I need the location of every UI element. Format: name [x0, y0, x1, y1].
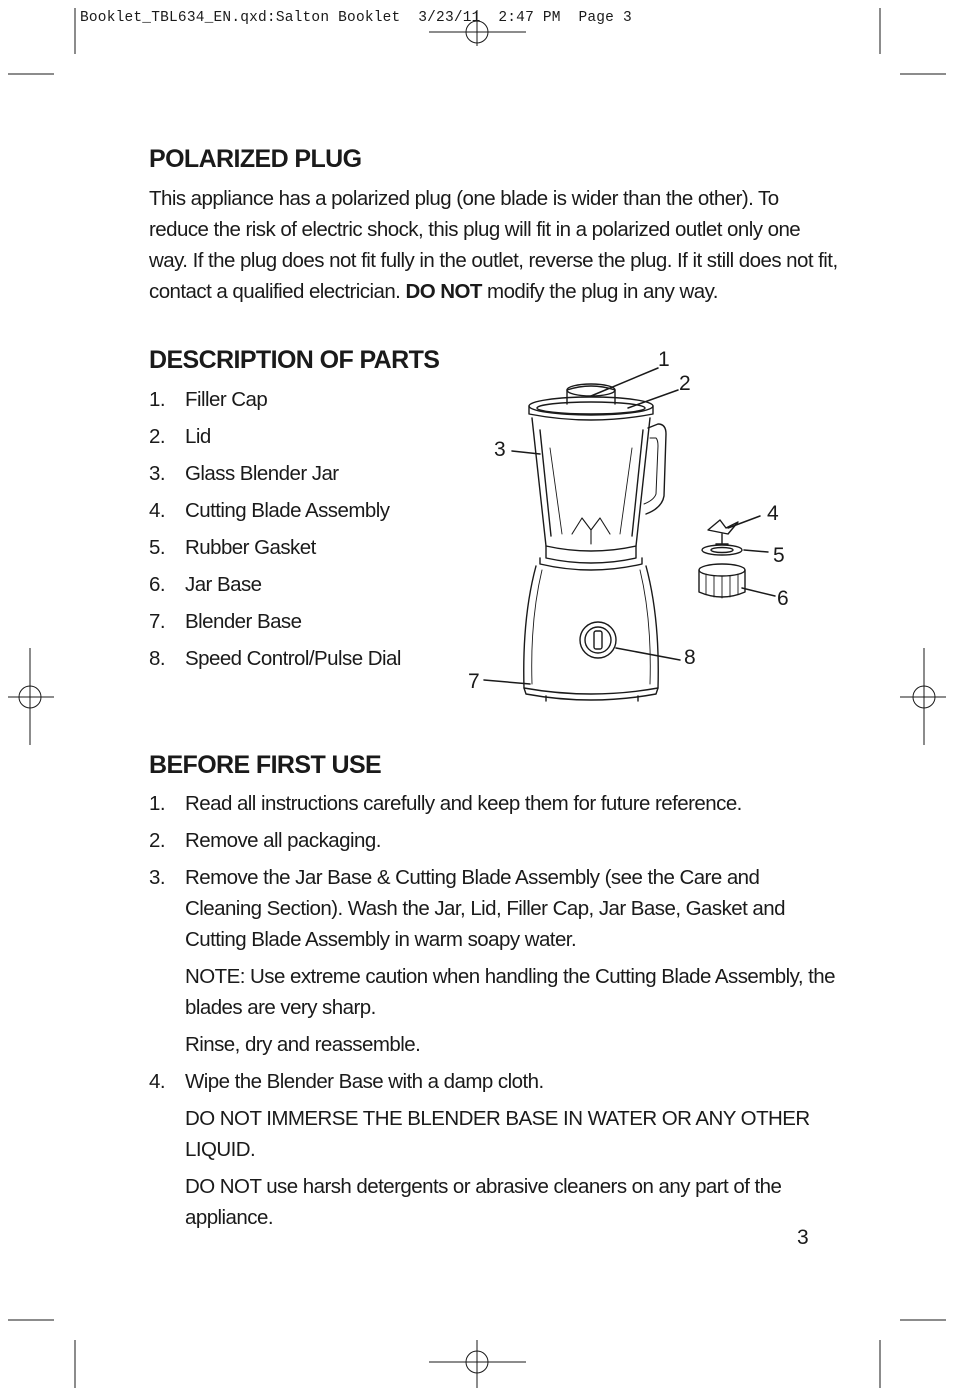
registration-mark-bottom-icon	[429, 1340, 526, 1388]
polarized-plug-text	[149, 183, 839, 307]
list-item	[149, 460, 401, 497]
callout-6: 6	[777, 587, 789, 610]
polarized-plug-heading: POLARIZED PLUG	[149, 145, 362, 173]
item-label: Blender Base	[185, 610, 302, 633]
callout-2: 2	[679, 372, 691, 395]
before-first-use-steps	[149, 788, 839, 1239]
item-number: 8.	[149, 647, 165, 670]
step-note: DO NOT use harsh detergents or abrasive cleaners on any part of the appliance.	[185, 1175, 782, 1229]
callout-5: 5	[773, 544, 785, 567]
item-number: 2.	[149, 425, 165, 448]
list-item	[149, 1066, 839, 1233]
parts-heading: DESCRIPTION OF PARTS	[149, 346, 440, 374]
list-item	[149, 645, 401, 682]
list-item	[149, 534, 401, 571]
before-first-use-heading: BEFORE FIRST USE	[149, 751, 382, 779]
item-number: 4.	[149, 499, 165, 522]
registration-mark-left-icon	[8, 648, 54, 745]
blender-diagram	[450, 338, 810, 708]
registration-mark-right-icon	[900, 648, 946, 745]
parts-list	[149, 386, 401, 682]
step-note: Rinse, dry and reassemble.	[185, 1033, 421, 1056]
polarized-plug-body: This appliance has a polarized plug (one blade is wider than the other). To reduce the risk of electric shock, this plug will fit in a polarized outlet only one way. If the plug does not fit fully in the outlet, reverse the plug. If it still does not fit, contact a qualified electrician.	[149, 187, 838, 303]
step-number: 4.	[149, 1070, 165, 1093]
page-number: 3	[797, 1226, 809, 1249]
step-text: Wipe the Blender Base with a damp cloth.	[185, 1070, 544, 1093]
list-item	[149, 571, 401, 608]
filler-cap-icon	[567, 384, 615, 404]
glass-jar-icon	[532, 418, 666, 551]
item-number: 7.	[149, 610, 165, 633]
item-label: Jar Base	[185, 573, 262, 596]
print-slug: Booklet_TBL634_EN.qxd:Salton Booklet 3/23/11 2:47 PM Page 3	[80, 10, 632, 26]
item-label: Filler Cap	[185, 388, 268, 411]
item-number: 3.	[149, 462, 165, 485]
list-item	[149, 386, 401, 423]
step-number: 2.	[149, 829, 165, 852]
callout-7: 7	[468, 670, 480, 693]
callout-4: 4	[767, 502, 779, 525]
callout-3: 3	[494, 438, 506, 461]
registration-mark-top-icon	[429, 10, 526, 46]
item-label: Rubber Gasket	[185, 536, 316, 559]
jar-base-icon	[699, 564, 745, 598]
callout-8: 8	[684, 646, 696, 669]
jar-collar-icon	[540, 546, 642, 570]
callout-1: 1	[658, 348, 670, 371]
lid-icon	[529, 397, 653, 420]
callout-leaders	[484, 368, 775, 684]
item-number: 5.	[149, 536, 165, 559]
list-item	[149, 862, 839, 1060]
polarized-plug-bold: DO NOT	[405, 280, 482, 303]
item-label: Cutting Blade Assembly	[185, 499, 390, 522]
step-text: Remove the Jar Base & Cutting Blade Assembly (see the Care and Cleaning Section). Wash the Jar, Lid, Filler Cap, Jar Base, Gasket and Cutting Blade Assembly in warm soapy water.	[185, 866, 785, 951]
item-label: Glass Blender Jar	[185, 462, 339, 485]
list-item	[149, 608, 401, 645]
item-label: Lid	[185, 425, 211, 448]
item-number: 1.	[149, 388, 165, 411]
speed-dial-icon	[580, 622, 616, 658]
callout-numbers	[468, 348, 789, 693]
item-label: Speed Control/Pulse Dial	[185, 647, 401, 670]
step-note: NOTE: Use extreme caution when handling the Cutting Blade Assembly, the blades are very sharp.	[185, 965, 835, 1019]
polarized-plug-end: modify the plug in any way.	[481, 280, 718, 303]
cutting-blade-icon	[708, 520, 738, 544]
rubber-gasket-icon	[702, 545, 742, 555]
step-text: Read all instructions carefully and keep them for future reference.	[185, 792, 742, 815]
step-note: DO NOT IMMERSE THE BLENDER BASE IN WATER OR ANY OTHER LIQUID.	[185, 1107, 810, 1161]
list-item	[149, 825, 839, 856]
list-item	[149, 423, 401, 460]
list-item	[149, 497, 401, 534]
step-text: Remove all packaging.	[185, 829, 381, 852]
item-number: 6.	[149, 573, 165, 596]
step-number: 3.	[149, 866, 165, 889]
step-number: 1.	[149, 792, 165, 815]
list-item	[149, 788, 839, 819]
blender-base-icon	[524, 566, 659, 701]
